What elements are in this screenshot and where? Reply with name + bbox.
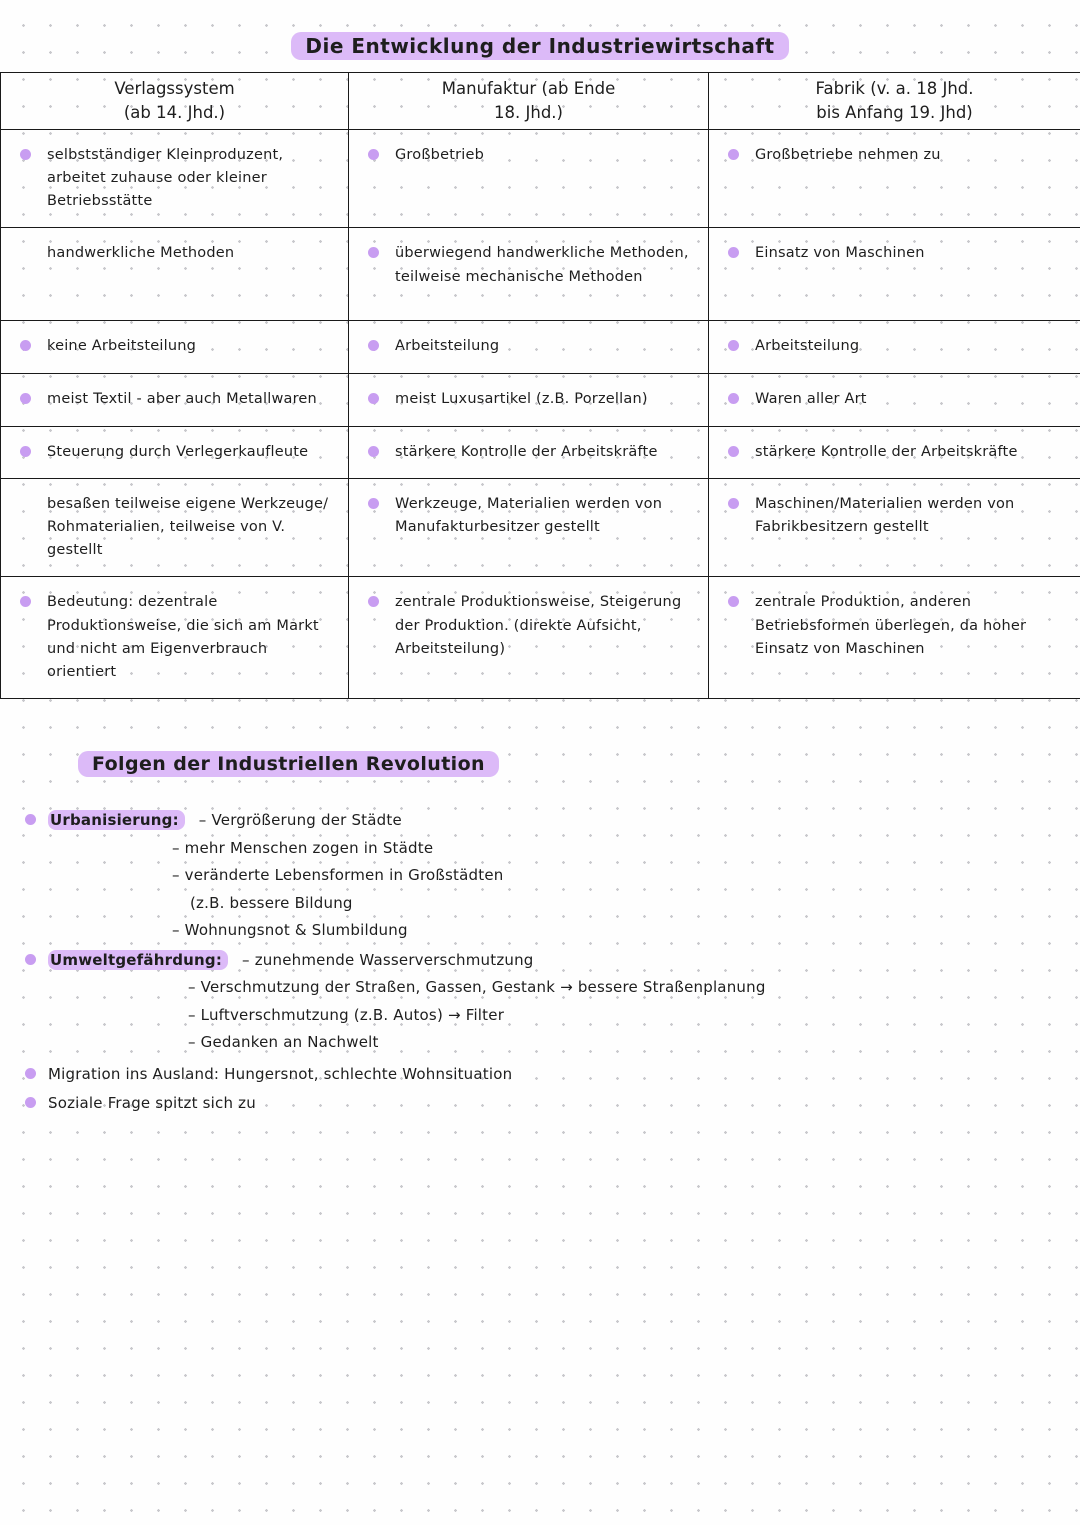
cell-text: Steuerung durch Verlegerkaufleute (47, 443, 309, 460)
table-cell (709, 374, 1080, 426)
list-item-soziale-frage (0, 1090, 1080, 1118)
soziale-frage-text: Soziale Frage spitzt sich zu (48, 1094, 256, 1113)
list-item-urbanisierung (0, 807, 1080, 945)
list-item-migration (0, 1061, 1080, 1089)
bullet-icon (20, 393, 31, 404)
cell-text: meist Textil - aber auch Metallwaren (47, 391, 317, 408)
table-header-row (1, 73, 1080, 130)
header-line: Fabrik (v. a. 18 Jhd. (815, 79, 974, 98)
urbanisierung-line: – veränderte Lebensformen in Großstädten (172, 862, 1080, 890)
cell-text: Bedeutung: dezentrale Produktionsweise, die sich am Markt und nicht am Eigenverbrauch orientiert (47, 594, 319, 680)
table-cell (349, 374, 709, 426)
bullet-icon (25, 1097, 36, 1108)
cell-text: Werkzeuge, Materialien werden von Manufakturbesitzer gestellt (395, 495, 663, 535)
cell-text: meist Luxusartikel (z.B. Porzellan) (395, 391, 648, 408)
header-verlagssystem (1, 73, 349, 130)
table-cell (1, 129, 349, 228)
table-cell (709, 478, 1080, 577)
table-cell (709, 129, 1080, 228)
bullet-icon (25, 1068, 36, 1079)
bullet-icon (368, 149, 379, 160)
table-cell (709, 228, 1080, 321)
table-cell (1, 321, 349, 374)
bullet-icon (368, 498, 379, 509)
cell-text: Maschinen/Materialien werden von Fabrikbesitzern gestellt (755, 495, 1015, 535)
cell-text: besaßen teilweise eigene Werkzeuge/ Rohmaterialien, teilweise von V. gestellt (47, 495, 329, 559)
cell-text: keine Arbeitsteilung (47, 338, 197, 355)
bullet-icon (20, 446, 31, 457)
table-cell (1, 374, 349, 426)
bullet-icon (20, 149, 31, 160)
bullet-icon (25, 954, 36, 965)
table-cell (709, 321, 1080, 374)
umwelt-line: – zunehmende Wasserverschmutzung (242, 951, 534, 969)
table-cell (349, 228, 709, 321)
header-line: Verlagssystem (114, 79, 235, 98)
umwelt-line: – Luftverschmutzung (z.B. Autos) → Filter (188, 1002, 1080, 1030)
folgen-list (0, 807, 1080, 1118)
bullet-icon (728, 446, 739, 457)
table-cell (709, 426, 1080, 478)
umwelt-line: – Verschmutzung der Straßen, Gassen, Gestank → bessere Straßenplanung (188, 974, 1080, 1002)
table-row (1, 321, 1080, 374)
cell-text: Großbetriebe nehmen zu (755, 146, 941, 163)
header-line: (ab 14. Jhd.) (123, 102, 226, 122)
urbanisierung-first-line (48, 807, 1080, 835)
bullet-icon (728, 498, 739, 509)
cell-text: Waren aller Art (755, 391, 867, 408)
urbanisierung-line: – Wohnungsnot & Slumbildung (172, 917, 1080, 945)
folgen-heading-row (78, 753, 1080, 775)
table-row (1, 577, 1080, 699)
bullet-icon (728, 247, 739, 258)
cell-text: Arbeitsteilung (395, 338, 500, 355)
bullet-icon (25, 814, 36, 825)
table-cell (1, 426, 349, 478)
page-title: Die Entwicklung der Industriewirtschaft (291, 32, 788, 60)
header-manufaktur (349, 73, 709, 130)
table-row (1, 129, 1080, 228)
table-cell (709, 577, 1080, 699)
cell-text: stärkere Kontrolle der Arbeitskräfte (395, 443, 658, 460)
bullet-icon (728, 596, 739, 607)
header-line: bis Anfang 19. Jhd) (816, 102, 973, 122)
urbanisierung-line: (z.B. bessere Bildung (190, 893, 353, 912)
table-cell (1, 577, 349, 699)
bullet-icon (368, 340, 379, 351)
table-cell (1, 228, 349, 321)
table-row (1, 228, 1080, 321)
bullet-icon (728, 393, 739, 404)
bullet-icon (20, 596, 31, 607)
urbanisierung-label: Urbanisierung: (48, 810, 185, 830)
bullet-icon (368, 393, 379, 404)
list-item-umweltgefaehrdung (0, 947, 1080, 1057)
migration-text: Migration ins Ausland: Hungersnot, schlechte Wohnsituation (48, 1064, 513, 1083)
bullet-icon (368, 596, 379, 607)
umwelt-label: Umweltgefährdung: (48, 950, 228, 970)
header-line: Manufaktur (ab Ende (441, 79, 616, 98)
table-cell (349, 577, 709, 699)
cell-text: Einsatz von Maschinen (755, 245, 925, 262)
bullet-icon (368, 247, 379, 258)
table-row (1, 374, 1080, 426)
table-cell (349, 426, 709, 478)
table-cell (349, 321, 709, 374)
bullet-icon (728, 340, 739, 351)
table-row (1, 426, 1080, 478)
cell-text: selbstständiger Kleinproduzent, arbeitet zuhause oder kleiner Betriebsstätte (47, 146, 284, 210)
cell-text: Großbetrieb (395, 146, 485, 163)
cell-text: stärkere Kontrolle der Arbeitskräfte (755, 443, 1018, 460)
folgen-section-title: Folgen der Industriellen Revolution (78, 751, 499, 777)
cell-text: überwiegend handwerkliche Methoden, teilweise mechanische Methoden (395, 245, 689, 285)
bullet-icon (20, 340, 31, 351)
urbanisierung-line: – Vergrößerung der Städte (199, 811, 402, 829)
header-line: 18. Jhd.) (494, 102, 563, 122)
cell-text: handwerkliche Methoden (47, 245, 235, 262)
cell-text: Arbeitsteilung (755, 338, 860, 355)
umwelt-first-line (48, 947, 1080, 975)
umwelt-line: – Gedanken an Nachwelt (188, 1029, 1080, 1057)
table-cell (349, 129, 709, 228)
cell-text: zentrale Produktionsweise, Steigerung der Produktion. (direkte Aufsicht, Arbeitsteilung) (395, 594, 682, 657)
urbanisierung-line: – mehr Menschen zogen in Städte (172, 835, 1080, 863)
table-cell (349, 478, 709, 577)
title-row (0, 0, 1080, 60)
bullet-icon (728, 149, 739, 160)
table-cell (1, 478, 349, 577)
bullet-icon (368, 446, 379, 457)
table-row (1, 478, 1080, 577)
comparison-table (0, 72, 1080, 699)
cell-text: zentrale Produktion, anderen Betriebsformen überlegen, da hoher Einsatz von Maschinen (755, 594, 1027, 657)
header-fabrik (709, 73, 1080, 130)
